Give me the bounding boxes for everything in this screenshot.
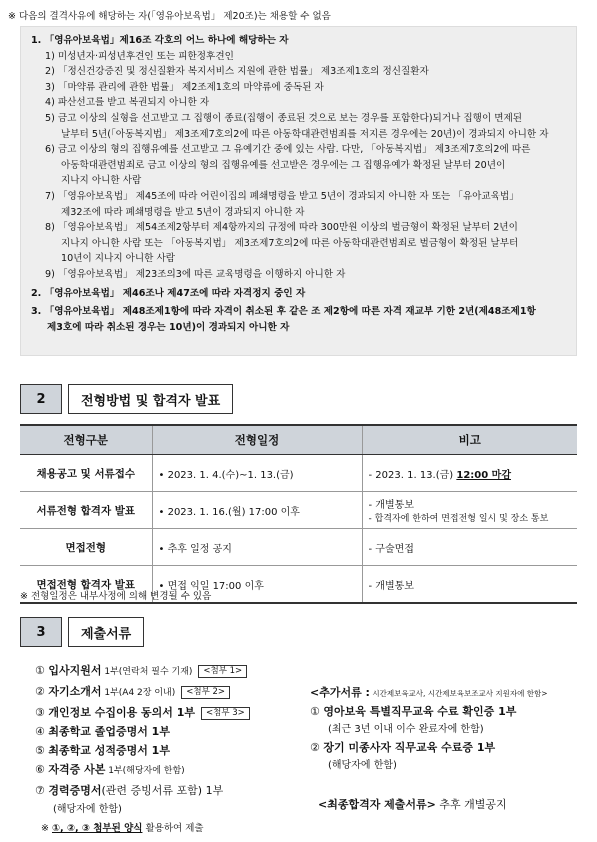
disq-q2: 2. 「영유아보육법」 제46조나 제47조에 따라 자격정지 중인 자 bbox=[31, 287, 306, 299]
list-item: ③ 개인정보 수집이용 동의서 1부 <첨부 3> bbox=[35, 703, 250, 722]
disqualification-note: ※ 다음의 결격사유에 해당하는 자(「영유아보육법」 제20조)는 채용할 수 없음 bbox=[8, 11, 331, 22]
row-note: - 구술면접 bbox=[362, 529, 577, 566]
section-2-number: 2 bbox=[20, 384, 62, 414]
list-item: ⑥ 자격증 사본 1부(해당자에 한함) bbox=[35, 763, 185, 776]
additional-documents-heading: <추가서류 : 시간제보육교사, 시간제보육보조교사 지원자에 한함> bbox=[310, 686, 548, 699]
disq-item: 1) 미성년자·피성년후견인 또는 피한정후견인 bbox=[45, 50, 234, 62]
disq-item: 7) 「영유아보육법」 제45조에 따라 어린이집의 폐쇄명령을 받고 5년이 경과되지 아니한 자 또는 「유아교육법」 bbox=[45, 190, 519, 202]
disq-item: 8) 「영유아보육법」 제54조제2항부터 제4항까지의 규정에 따라 300만원 이상의 벌금형이 확정된 날부터 2년이 bbox=[45, 222, 518, 234]
list-item: ② 장기 미종사자 직무교육 수료증 1부 bbox=[310, 741, 496, 754]
row-type: 채용공고 및 서류접수 bbox=[20, 455, 152, 492]
row-note: - 2023. 1. 13.(금) 12:00 마감 bbox=[362, 455, 577, 492]
attachment-tag: <첨부 2> bbox=[181, 686, 230, 699]
row-schedule: • 면접 익일 17:00 이후 bbox=[152, 566, 362, 604]
deadline-emphasis: 12:00 마감 bbox=[456, 469, 511, 481]
row-note: - 개별통보 - 합격자에 한하여 면접전형 일시 및 장소 통보 bbox=[362, 492, 577, 529]
section-2-title: 전형방법 및 합격자 발표 bbox=[68, 384, 233, 414]
disq-item-cont: 아동학대관련범죄로 금고 이상의 형의 집행유예를 선고받은 경우에는 그 집행유예가 확정된 날부터 20년이 bbox=[61, 159, 506, 171]
list-item-note: (해당자에 한함) bbox=[53, 804, 122, 815]
section-2-header bbox=[20, 384, 233, 414]
row-type: 면접전형 합격자 발표 bbox=[20, 566, 152, 604]
row-type: 서류전형 합격자 발표 bbox=[20, 492, 152, 529]
section-3-title: 제출서류 bbox=[68, 617, 144, 647]
list-item-note: (최근 3년 이내 이수 완료자에 한함) bbox=[328, 724, 484, 735]
list-item: ④ 최종학교 졸업증명서 1부 bbox=[35, 725, 170, 738]
col-header-type: 전형구분 bbox=[20, 425, 152, 455]
schedule-table bbox=[20, 424, 577, 604]
disq-item: 3) 「마약류 관리에 관한 법률」 제2조제1호의 마약류에 중독된 자 bbox=[45, 81, 324, 93]
row-schedule: • 2023. 1. 16.(월) 17:00 이후 bbox=[152, 492, 362, 529]
disq-item: 5) 금고 이상의 실형을 선고받고 그 집행이 종료(집행이 종료된 것으로 보는 경우를 포함한다)되거나 집행이 면제된 bbox=[45, 112, 523, 124]
attachment-tag: <첨부 1> bbox=[198, 665, 247, 678]
table-row bbox=[20, 529, 577, 566]
section-3-header bbox=[20, 617, 144, 647]
list-item: ① 영아보육 특별직무교육 수료 확인증 1부 bbox=[310, 705, 517, 718]
disq-items bbox=[31, 49, 566, 283]
disq-item-cont: 날부터 5년(「아동복지법」 제3조제7호의2에 따른 아동학대관련범죄를 저지른 경우에는 20년)이 경과되지 아니한 자 bbox=[61, 128, 549, 140]
col-header-note: 비고 bbox=[362, 425, 577, 455]
row-note: - 개별통보 bbox=[362, 566, 577, 604]
disq-item-cont: 지나지 아니한 사람 bbox=[61, 175, 142, 187]
disq-item: 6) 금고 이상의 형의 집행유예를 선고받고 그 유예기간 중에 있는 사람. 다만, 「아동복지법」 제3조제7호의2에 따른 bbox=[45, 144, 531, 156]
disq-item-cont: 10년이 지나지 아니한 사람 bbox=[61, 253, 176, 265]
col-header-schedule: 전형일정 bbox=[152, 425, 362, 455]
additional-documents bbox=[310, 684, 548, 775]
disq-item-cont: 제32조에 따라 폐쇄명령을 받고 5년이 경과되지 아니한 자 bbox=[61, 206, 305, 218]
disq-item: 2) 「정신건강증진 및 정신질환자 복지서비스 지원에 관한 법률」 제3조제1호의 정신질환자 bbox=[45, 66, 429, 78]
row-schedule: • 2023. 1. 4.(수)~1. 13.(금) bbox=[152, 455, 362, 492]
disq-item: 4) 파산선고를 받고 복권되지 아니한 자 bbox=[45, 97, 210, 109]
list-item-note: (해당자에 한함) bbox=[328, 760, 397, 771]
schedule-change-note: ※ 전형일정은 내부사정에 의해 변경될 수 있음 bbox=[20, 591, 212, 602]
required-documents bbox=[35, 661, 250, 838]
disq-q1: 1. 「영유아보육법」제16조 각호의 어느 하나에 해당하는 자 bbox=[31, 35, 289, 46]
table-row bbox=[20, 455, 577, 492]
row-type: 면접전형 bbox=[20, 529, 152, 566]
list-item: ⑤ 최종학교 성적증명서 1부 bbox=[35, 744, 170, 757]
list-item: ⑦ 경력증명서(관련 증빙서류 포함) 1부 bbox=[35, 784, 224, 797]
attachment-footnote: ※ ①, ②, ③ 첨부된 양식 활용하여 제출 bbox=[41, 823, 204, 834]
schedule-header-row bbox=[20, 425, 577, 455]
disq-q3: 3. 「영유아보육법」 제48조제1항에 따라 자격이 취소된 후 같은 조 제2항에 따른 자격 재교부 기한 2년(제48조제1항 bbox=[31, 306, 536, 318]
list-item: ② 자기소개서 1부(A4 2장 이내) <첨부 2> bbox=[35, 682, 250, 703]
row-schedule: • 추후 일정 공지 bbox=[152, 529, 362, 566]
section-3-number: 3 bbox=[20, 617, 62, 647]
table-row bbox=[20, 492, 577, 529]
list-item: ① 입사지원서 1부(연락처 필수 기재) <첨부 1> bbox=[35, 661, 250, 682]
disq-item: 9) 「영유아보육법」 제23조의3에 따른 교육명령을 이행하지 아니한 자 bbox=[45, 268, 346, 280]
attachment-tag: <첨부 3> bbox=[201, 707, 250, 720]
disq-q3-cont: 제3호에 따라 취소된 경우는 10년)이 경과되지 아니한 자 bbox=[47, 321, 290, 333]
disq-item-cont: 지나지 아니한 사람 또는 「아동복지법」 제3조제7호의2에 따른 아동학대관련범죄로 벌금형이 확정된 날부터 bbox=[61, 237, 519, 249]
final-documents-note: <최종합격자 제출서류> 추후 개별공지 bbox=[318, 798, 507, 811]
disqualification-box bbox=[20, 26, 577, 356]
